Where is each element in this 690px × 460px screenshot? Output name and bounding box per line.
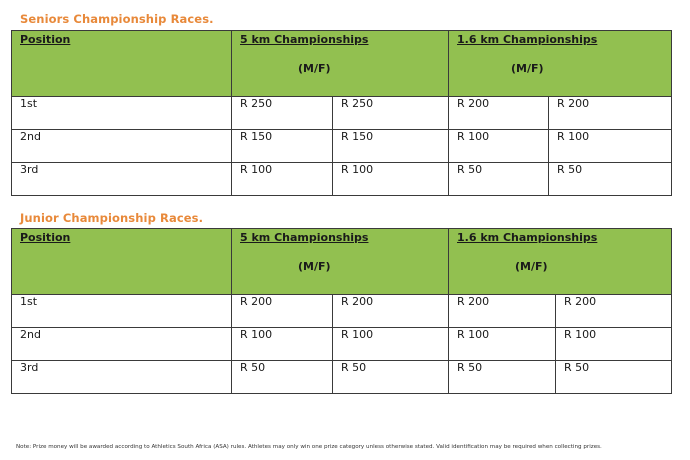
prize-cell: R 50 — [449, 163, 549, 196]
prize-cell: R 100 — [333, 328, 449, 361]
prize-cell: R 100 — [449, 130, 549, 163]
prize-cell: R 200 — [449, 295, 556, 328]
prize-cell: R 100 — [232, 328, 333, 361]
juniors-section-title: Junior Championship Races. — [20, 211, 204, 225]
table-row — [12, 130, 672, 163]
position-header: Position — [12, 229, 232, 295]
table-row — [12, 97, 672, 130]
prize-cell: R 50 — [556, 361, 672, 394]
5km-header: 5 km Championships (M/F) — [232, 31, 449, 97]
prize-cell: R 50 — [333, 361, 449, 394]
footnote: Note: Prize money will be awarded according to Athletics South Africa (ASA) rules. Athletes may only win one prize category unless otherwise stated. Valid identification may be required when collecting prizes. — [16, 444, 602, 450]
prize-cell: R 200 — [449, 97, 549, 130]
16km-header: 1.6 km Championships (M/F) — [449, 229, 672, 295]
table-row — [12, 328, 672, 361]
table-row — [12, 361, 672, 394]
prize-cell: R 250 — [333, 97, 449, 130]
prize-cell: R 150 — [232, 130, 333, 163]
juniors-header-row — [12, 229, 672, 295]
seniors-prize-table — [11, 30, 672, 196]
5km-header: 5 km Championships (M/F) — [232, 229, 449, 295]
table-row — [12, 163, 672, 196]
position-cell: 3rd — [12, 361, 232, 394]
prize-cell: R 100 — [232, 163, 333, 196]
prize-cell: R 200 — [333, 295, 449, 328]
prize-cell: R 150 — [333, 130, 449, 163]
position-cell: 2nd — [12, 130, 232, 163]
prize-cell: R 100 — [449, 328, 556, 361]
16km-header: 1.6 km Championships (M/F) — [449, 31, 672, 97]
position-cell: 2nd — [12, 328, 232, 361]
prize-cell: R 250 — [232, 97, 333, 130]
prize-cell: R 200 — [556, 295, 672, 328]
prize-cell: R 100 — [549, 130, 672, 163]
prize-cell: R 50 — [449, 361, 556, 394]
prize-cell: R 200 — [549, 97, 672, 130]
position-cell: 1st — [12, 295, 232, 328]
prize-cell: R 50 — [232, 361, 333, 394]
position-cell: 1st — [12, 97, 232, 130]
table-row — [12, 295, 672, 328]
position-cell: 3rd — [12, 163, 232, 196]
prize-cell: R 50 — [549, 163, 672, 196]
juniors-prize-table — [11, 228, 672, 394]
prize-cell: R 100 — [333, 163, 449, 196]
position-header: Position — [12, 31, 232, 97]
seniors-section-title: Seniors Championship Races. — [20, 12, 214, 26]
seniors-header-row — [12, 31, 672, 97]
prize-cell: R 100 — [556, 328, 672, 361]
prize-cell: R 200 — [232, 295, 333, 328]
